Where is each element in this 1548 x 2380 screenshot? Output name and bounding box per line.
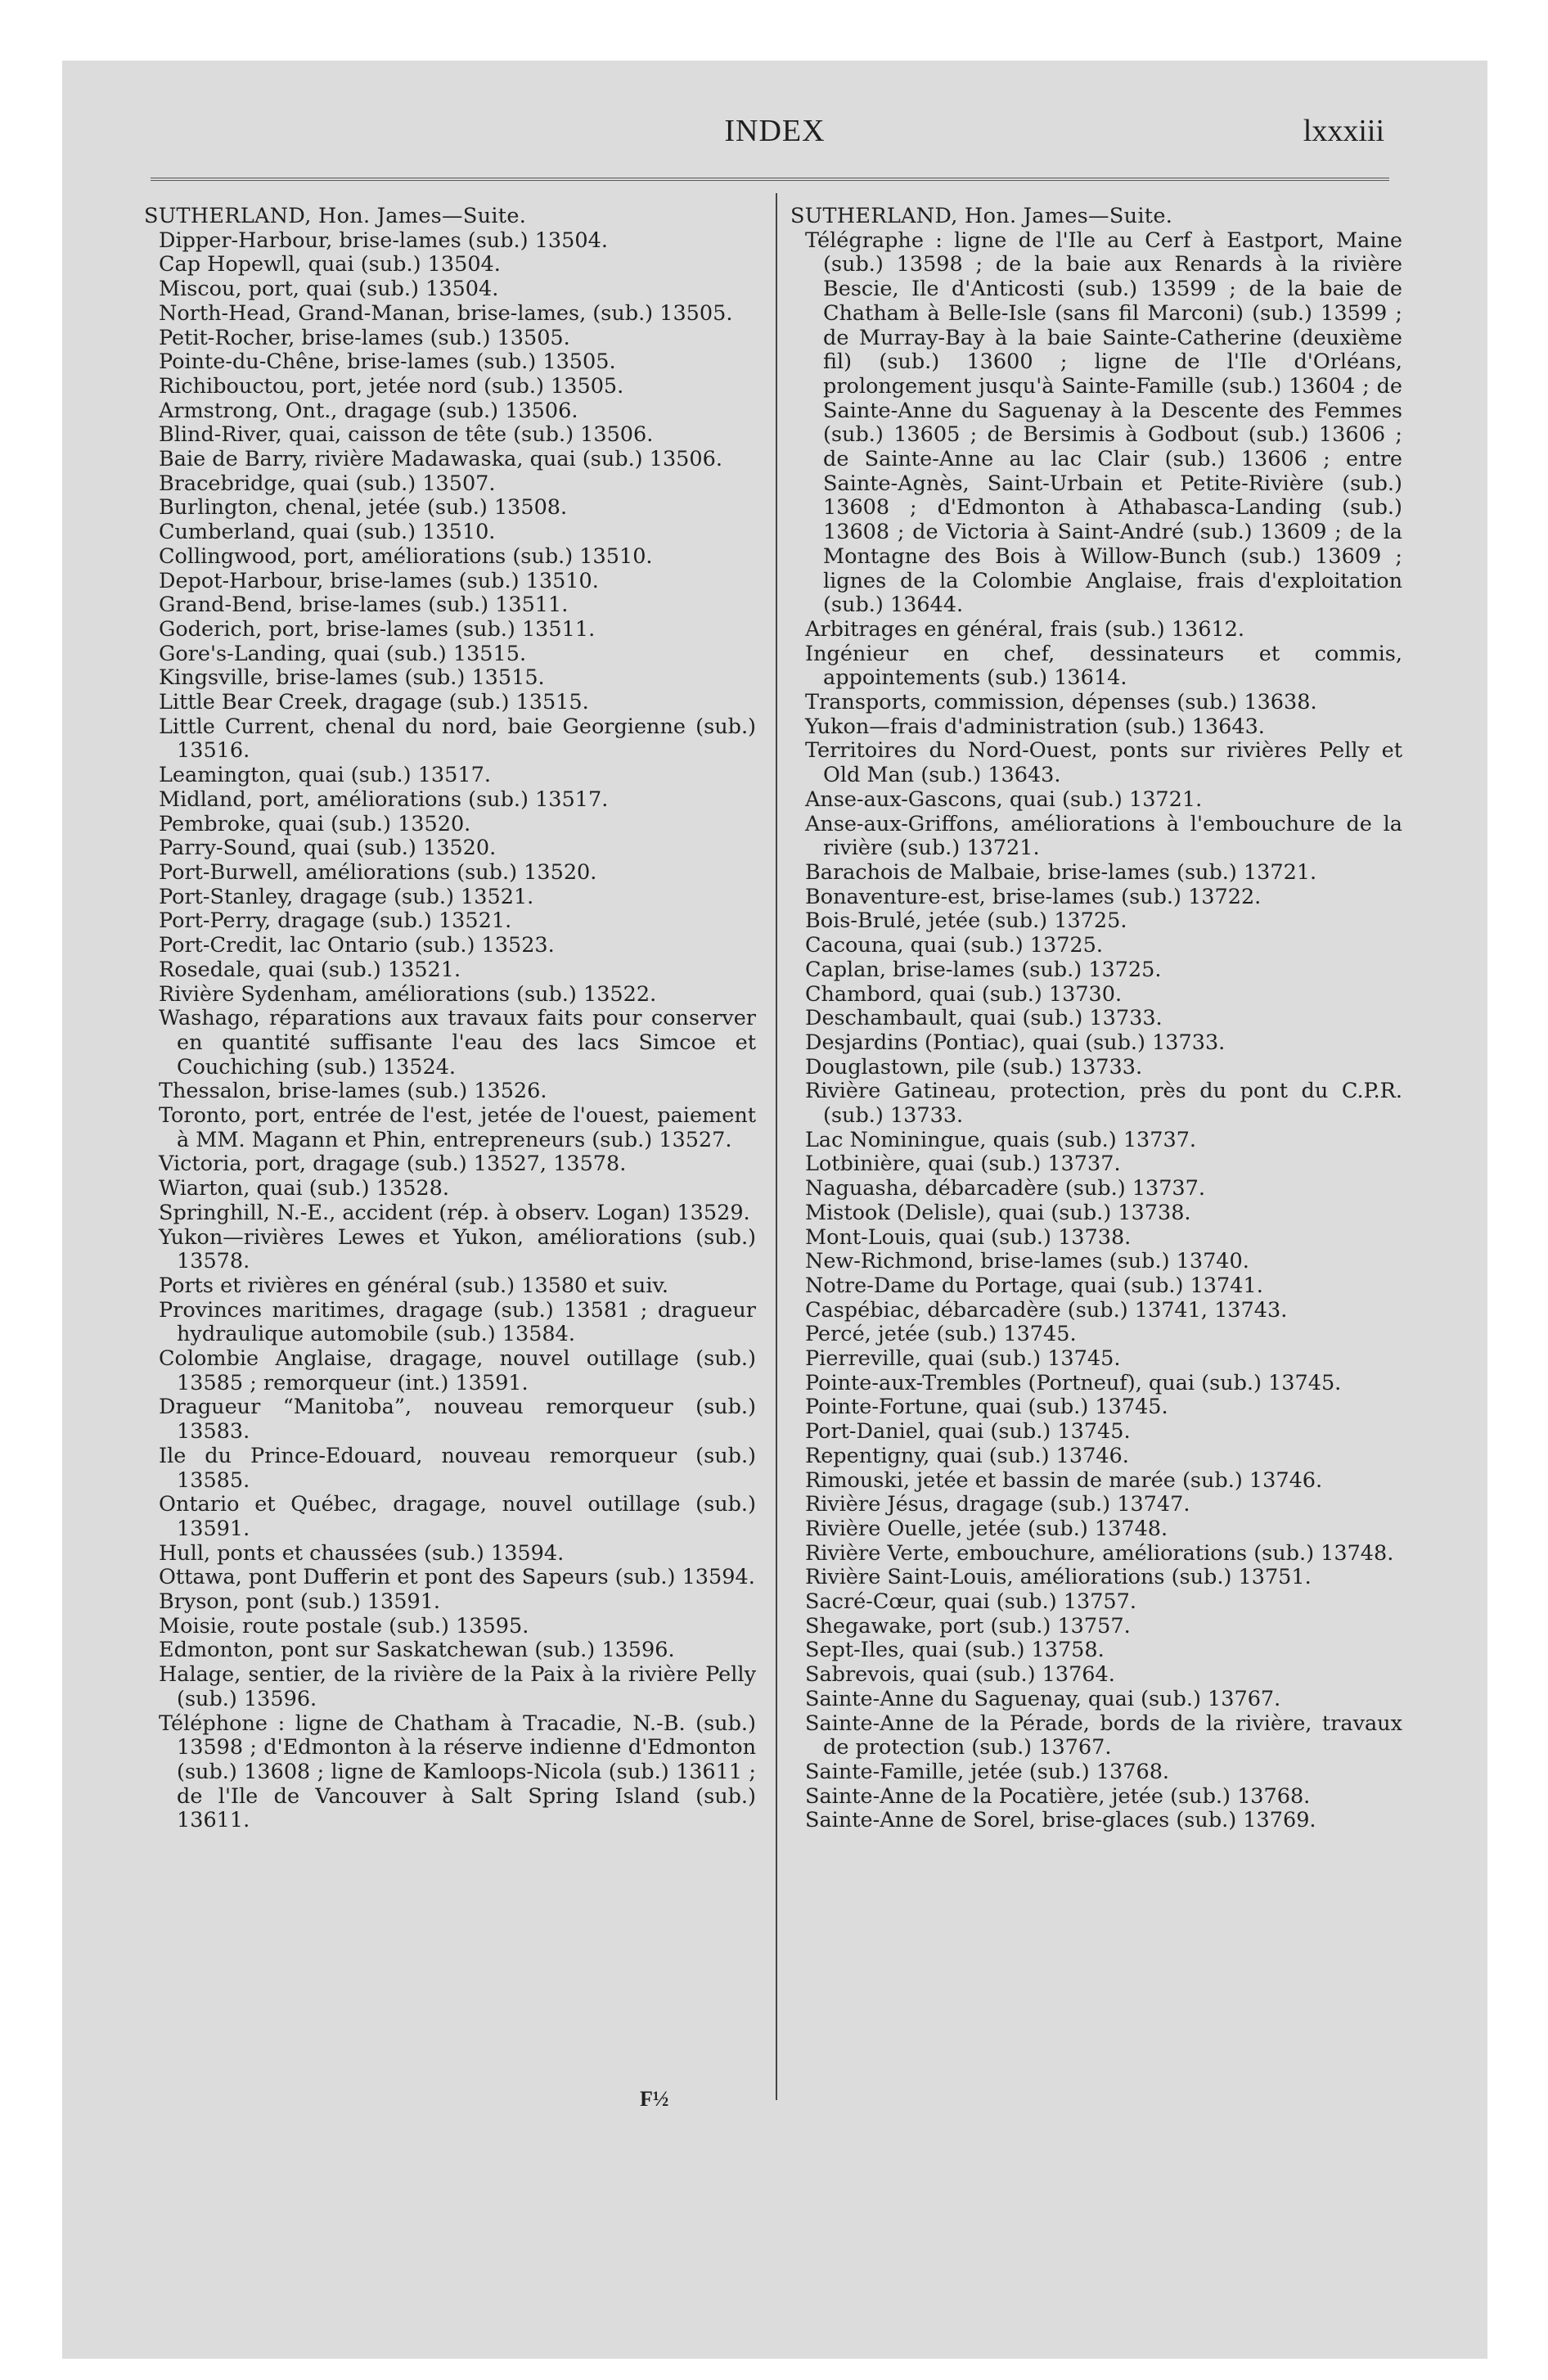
index-entry: Yukon—frais d'administration (sub.) 13643. xyxy=(805,714,1265,739)
index-entry: Toronto, port, entrée de l'est, jetée de l'ouest, paiement à MM. Magann et Phin, entrepreneurs (sub.) 13527. xyxy=(159,1103,756,1152)
right-column xyxy=(790,205,1402,1833)
index-entry: Yukon—rivières Lewes et Yukon, améliorations (sub.) 13578. xyxy=(159,1224,756,1274)
index-entry: Rivière Verte, embouchure, améliorations (sub.) 13748. xyxy=(805,1540,1394,1566)
index-entry: Mont-Louis, quai (sub.) 13738. xyxy=(805,1224,1132,1250)
index-entry: Depot-Harbour, brise-lames (sub.) 13510. xyxy=(159,568,599,593)
index-entry: Barachois de Malbaie, brise-lames (sub.) 13721. xyxy=(805,859,1317,885)
index-entry: Moisie, route postale (sub.) 13595. xyxy=(159,1613,529,1639)
index-entry: Hull, ponts et chaussées (sub.) 13594. xyxy=(159,1540,565,1566)
index-entry: Percé, jetée (sub.) 13745. xyxy=(805,1322,1077,1347)
index-entry: Collingwood, port, améliorations (sub.) 13510. xyxy=(159,543,653,569)
index-entry: Victoria, port, dragage (sub.) 13527, 13578. xyxy=(159,1152,627,1177)
index-entry: Ontario et Québec, dragage, nouvel outillage (sub.) 13591. xyxy=(159,1492,756,1541)
index-entry: Sept-Iles, quai (sub.) 13758. xyxy=(805,1638,1105,1663)
index-entry: Petit-Rocher, brise-lames (sub.) 13505. xyxy=(159,325,570,350)
index-entry: Ports et rivières en général (sub.) 13580 et suiv. xyxy=(159,1273,668,1298)
index-entry: Pierreville, quai (sub.) 13745. xyxy=(805,1346,1121,1372)
index-entry: Sainte-Anne du Saguenay, quai (sub.) 13767. xyxy=(805,1686,1281,1711)
index-entry: Lotbinière, quai (sub.) 13737. xyxy=(805,1152,1121,1177)
index-entry: Deschambault, quai (sub.) 13733. xyxy=(805,1006,1163,1031)
index-entry: Rivière Saint-Louis, améliorations (sub.) 13751. xyxy=(805,1565,1312,1590)
left-column xyxy=(144,205,756,1833)
index-entry: Grand-Bend, brise-lames (sub.) 13511. xyxy=(159,593,569,618)
index-entry: Chambord, quai (sub.) 13730. xyxy=(805,981,1123,1007)
index-entry: Pointe-Fortune, quai (sub.) 13745. xyxy=(805,1395,1168,1420)
index-entry: Gore's-Landing, quai (sub.) 13515. xyxy=(159,641,527,666)
index-entry: Bonaventure-est, brise-lames (sub.) 13722. xyxy=(805,884,1262,909)
index-entry: Rivière Sydenham, améliorations (sub.) 13522. xyxy=(159,981,657,1007)
index-entry: Port-Burwell, améliorations (sub.) 13520. xyxy=(159,859,597,885)
index-entry: Repentigny, quai (sub.) 13746. xyxy=(805,1443,1129,1468)
page-number: lxxxiii xyxy=(1303,114,1384,148)
index-entry: Caplan, brise-lames (sub.) 13725. xyxy=(805,957,1162,982)
index-entry: Colombie Anglaise, dragage, nouvel outillage (sub.) 13585 ; remorqueur (int.) 13591. xyxy=(159,1346,756,1395)
index-entry: Ingénieur en chef, dessinateurs et commis, appointements (sub.) 13614. xyxy=(805,641,1402,691)
index-entry: Little Current, chenal du nord, baie Georgienne (sub.) 13516. xyxy=(159,714,756,764)
index-entry: Desjardins (Pontiac), quai (sub.) 13733. xyxy=(805,1030,1226,1055)
index-entry: Notre-Dame du Portage, quai (sub.) 13741. xyxy=(805,1273,1263,1298)
index-entry: Baie de Barry, rivière Madawaska, quai (sub.) 13506. xyxy=(159,447,722,472)
index-entry: Mistook (Delisle), quai (sub.) 13738. xyxy=(805,1200,1191,1225)
index-entry: Caspébiac, débarcadère (sub.) 13741, 13743. xyxy=(805,1297,1288,1323)
index-entry: Thessalon, brise-lames (sub.) 13526. xyxy=(159,1079,547,1104)
right-column-heading: SUTHERLAND, Hon. James—Suite. xyxy=(790,204,1173,228)
index-entry: Parry-Sound, quai (sub.) 13520. xyxy=(159,836,497,861)
index-entry: Richibouctou, port, jetée nord (sub.) 13505. xyxy=(159,373,624,399)
folio-mark: F½ xyxy=(640,2087,669,2111)
index-entry: Rivière Ouelle, jetée (sub.) 13748. xyxy=(805,1516,1168,1541)
index-entry: Cacouna, quai (sub.) 13725. xyxy=(805,933,1103,958)
index-entry: Little Bear Creek, dragage (sub.) 13515. xyxy=(159,690,589,715)
index-entry: Goderich, port, brise-lames (sub.) 13511. xyxy=(159,616,596,642)
index-entry: Rivière Jésus, dragage (sub.) 13747. xyxy=(805,1492,1190,1517)
index-entry: Rivière Gatineau, protection, près du pont du C.P.R. (sub.) 13733. xyxy=(805,1079,1402,1129)
index-entry: Halage, sentier, de la rivière de la Paix à la rivière Pelly (sub.) 13596. xyxy=(159,1662,756,1711)
header-rule xyxy=(151,178,1389,181)
index-entry: Kingsville, brise-lames (sub.) 13515. xyxy=(159,665,545,691)
index-entry: Sacré-Cœur, quai (sub.) 13757. xyxy=(805,1589,1136,1615)
index-entry: Rimouski, jetée et bassin de marée (sub.) 13746. xyxy=(805,1467,1323,1493)
index-entry: Sainte-Famille, jetée (sub.) 13768. xyxy=(805,1760,1170,1784)
index-entry: Sainte-Anne de la Pocatière, jetée (sub.) 13768. xyxy=(805,1783,1311,1809)
index-entry: Ottawa, pont Dufferin et pont des Sapeurs (sub.) 13594. xyxy=(159,1565,755,1590)
index-entry: Bois-Brulé, jetée (sub.) 13725. xyxy=(805,908,1127,934)
index-entry: Anse-aux-Griffons, améliorations à l'embouchure de la rivière (sub.) 13721. xyxy=(805,811,1402,861)
index-entry: Dipper-Harbour, brise-lames (sub.) 13504. xyxy=(159,228,608,253)
index-entry: North-Head, Grand-Manan, brise-lames, (sub.) 13505. xyxy=(159,300,733,326)
index-entry: Provinces maritimes, dragage (sub.) 13581 ; dragueur hydraulique automobile (sub.) 13584. xyxy=(159,1297,756,1347)
left-column-heading: SUTHERLAND, Hon. James—Suite. xyxy=(144,204,527,228)
index-entry: Cap Hopewll, quai (sub.) 13504. xyxy=(159,252,501,277)
index-entry: Port-Stanley, dragage (sub.) 13521. xyxy=(159,884,534,909)
index-entry: Port-Daniel, quai (sub.) 13745. xyxy=(805,1419,1131,1445)
index-entry: Lac Nominingue, quais (sub.) 13737. xyxy=(805,1127,1197,1152)
index-entry: Pembroke, quai (sub.) 13520. xyxy=(159,811,471,836)
column-divider xyxy=(776,193,777,2100)
index-entry: Blind-River, quai, caisson de tête (sub.) 13506. xyxy=(159,422,654,448)
index-entry: Cumberland, quai (sub.) 13510. xyxy=(159,520,496,545)
index-entry: Rosedale, quai (sub.) 13521. xyxy=(159,957,461,982)
index-entry: Ile du Prince-Edouard, nouveau remorqueur (sub.) 13585. xyxy=(159,1443,756,1493)
index-entry: Sainte-Anne de la Pérade, bords de la rivière, travaux de protection (sub.) 13767. xyxy=(805,1711,1402,1760)
index-entry: Arbitrages en général, frais (sub.) 13612. xyxy=(805,616,1244,642)
index-entry: Téléphone : ligne de Chatham à Tracadie, N.-B. (sub.) 13598 ; d'Edmonton à la réserve indienne d'Edmonton (sub.) 13608 ; ligne de Kamloops-Nicola (sub.) 13611 ; de l'Ile de Vancouver à Salt Spring Island (sub.) 13611. xyxy=(159,1711,756,1833)
index-entry: Bracebridge, quai (sub.) 13507. xyxy=(159,471,496,496)
index-entry: Anse-aux-Gascons, quai (sub.) 13721. xyxy=(805,787,1203,812)
index-entry: Port-Perry, dragage (sub.) 13521. xyxy=(159,908,512,934)
index-entry: Bryson, pont (sub.) 13591. xyxy=(159,1589,441,1615)
index-entry: Armstrong, Ont., dragage (sub.) 13506. xyxy=(159,398,578,423)
index-entry: Burlington, chenal, jetée (sub.) 13508. xyxy=(159,495,568,521)
index-entry: Edmonton, pont sur Saskatchewan (sub.) 13596. xyxy=(159,1638,675,1663)
index-entry: Transports, commission, dépenses (sub.) 13638. xyxy=(805,690,1317,715)
index-entry: Sabrevois, quai (sub.) 13764. xyxy=(805,1662,1115,1688)
index-entry: Dragueur “Manitoba”, nouveau remorqueur (sub.) 13583. xyxy=(159,1395,756,1445)
index-entry: Sainte-Anne de Sorel, brise-glaces (sub.) 13769. xyxy=(805,1808,1316,1833)
index-entry: New-Richmond, brise-lames (sub.) 13740. xyxy=(805,1249,1249,1274)
page-title: INDEX xyxy=(724,114,826,148)
index-entry: Pointe-du-Chêne, brise-lames (sub.) 13505. xyxy=(159,349,616,375)
index-entry: Washago, réparations aux travaux faits pour conserver en quantité suffisante l'eau des lacs Simcoe et Couchiching (sub.) 13524. xyxy=(159,1006,756,1080)
scanned-page xyxy=(62,61,1487,2359)
index-entry: Territoires du Nord-Ouest, ponts sur rivières Pelly et Old Man (sub.) 13643. xyxy=(805,738,1402,788)
index-entry: Miscou, port, quai (sub.) 13504. xyxy=(159,277,499,302)
index-entry: Wiarton, quai (sub.) 13528. xyxy=(159,1176,449,1201)
index-entry: Springhill, N.-E., accident (rép. à observ. Logan) 13529. xyxy=(159,1200,750,1225)
index-entry: Télégraphe : ligne de l'Ile au Cerf à Eastport, Maine (sub.) 13598 ; de la baie aux Renards à la rivière Bescie, Ile d'Anticosti (sub.) 13599 ; de la baie de Chatham à Belle-Isle (sans fil Marconi) (sub.) 13599 ; de Murray-Bay à la baie Sainte-Catherine (deuxième fil) (sub.) 13600 ; ligne de l'Ile d'Orléans, prolongement jusqu'à Sainte-Famille (sub.) 13604 ; de Sainte-Anne du Saguenay à la Descente des Femmes (sub.) 13605 ; de Bersimis à Godbout (sub.) 13606 ; de Sainte-Anne au lac Clair (sub.) 13606 ; entre Sainte-Agnès, Saint-Urbain et Petite-Rivière (sub.) 13608 ; d'Edmonton à Athabasca-Landing (sub.) 13608 ; de Victoria à Saint-André (sub.) 13609 ; de la Montagne des Bois à Willow-Bunch (sub.) 13609 ; lignes de la Colombie Anglaise, frais d'exploitation (sub.) 13644. xyxy=(805,228,1402,618)
index-entry: Pointe-aux-Trembles (Portneuf), quai (sub.) 13745. xyxy=(805,1370,1342,1395)
index-entry: Port-Credit, lac Ontario (sub.) 13523. xyxy=(159,933,555,958)
index-entry: Douglastown, pile (sub.) 13733. xyxy=(805,1054,1143,1080)
index-entry: Leamington, quai (sub.) 13517. xyxy=(159,763,491,788)
index-entry: Midland, port, améliorations (sub.) 13517. xyxy=(159,787,609,812)
index-entry: Naguasha, débarcadère (sub.) 13737. xyxy=(805,1176,1205,1201)
index-entry: Shegawake, port (sub.) 13757. xyxy=(805,1613,1131,1639)
